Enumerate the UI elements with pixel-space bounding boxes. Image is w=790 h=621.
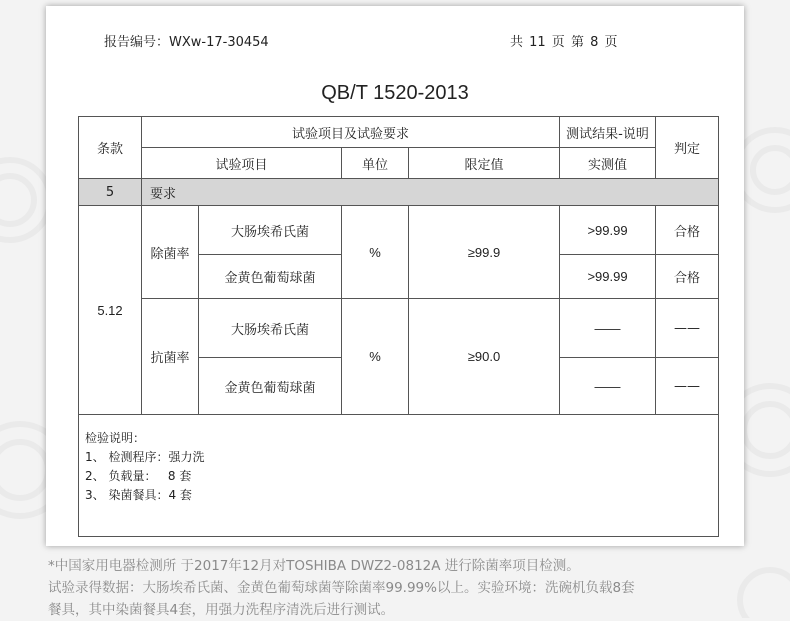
table-row xyxy=(79,299,719,358)
note-line: 3、 染菌餐具：4 套 xyxy=(85,488,192,502)
test-item: 金黄色葡萄球菌 xyxy=(199,358,342,415)
judgement: 合格 xyxy=(656,206,719,255)
test-results-table xyxy=(78,116,719,537)
unit: % xyxy=(342,206,409,299)
measured-value: >99.99 xyxy=(560,255,656,299)
section-clause: 5 xyxy=(79,179,142,206)
header-test-items-group: 试验项目及试验要求 xyxy=(142,117,560,148)
header-result-group: 测试结果-说明 xyxy=(560,117,656,148)
page-info: 共 11 页 第 8 页 xyxy=(510,35,618,50)
judgement: 合格 xyxy=(656,255,719,299)
header-limit: 限定值 xyxy=(409,148,560,179)
unit: % xyxy=(342,299,409,415)
group-name: 抗菌率 xyxy=(142,299,199,415)
limit-value: ≥99.9 xyxy=(409,206,560,299)
judgement: —— xyxy=(656,299,719,358)
measured-value: —— xyxy=(560,299,656,358)
table-row xyxy=(79,206,719,255)
header-clause: 条款 xyxy=(79,117,142,179)
header-test-item: 试验项目 xyxy=(142,148,342,179)
caption-line: 试验录得数据：大肠埃希氏菌、金黄色葡萄球菌等除菌率99.99%以上。实验环境：洗碗机负载8套 xyxy=(48,580,635,596)
note-line: 1、 检测程序：强力洗 xyxy=(85,450,205,464)
test-item: 大肠埃希氏菌 xyxy=(199,299,342,358)
note-line: 2、 负载量： 8 套 xyxy=(85,469,192,483)
report-number: 报告编号：WXw-17-30454 xyxy=(104,35,269,50)
test-item: 金黄色葡萄球菌 xyxy=(199,255,342,299)
caption xyxy=(48,555,748,621)
caption-line: *中国家用电器检测所 于2017年12月对TOSHIBA DWZ2-0812A 进行除菌率项目检测。 xyxy=(48,558,580,574)
header-measured: 实测值 xyxy=(560,148,656,179)
clause-number: 5.12 xyxy=(79,206,142,415)
test-notes xyxy=(79,415,719,537)
measured-value: >99.99 xyxy=(560,206,656,255)
standard-title: QB/T 1520-2013 xyxy=(321,82,469,104)
judgement: —— xyxy=(656,358,719,415)
test-report-page xyxy=(46,6,744,546)
header-judgement: 判定 xyxy=(656,117,719,179)
measured-value: —— xyxy=(560,358,656,415)
header-unit: 单位 xyxy=(342,148,409,179)
group-name: 除菌率 xyxy=(142,206,199,299)
limit-value: ≥90.0 xyxy=(409,299,560,415)
notes-title: 检验说明： xyxy=(85,431,146,445)
caption-line: 餐具，其中染菌餐具4套，用强力洗程序清洗后进行测试。 xyxy=(48,602,395,618)
section-title: 要求 xyxy=(142,179,719,206)
test-item: 大肠埃希氏菌 xyxy=(199,206,342,255)
